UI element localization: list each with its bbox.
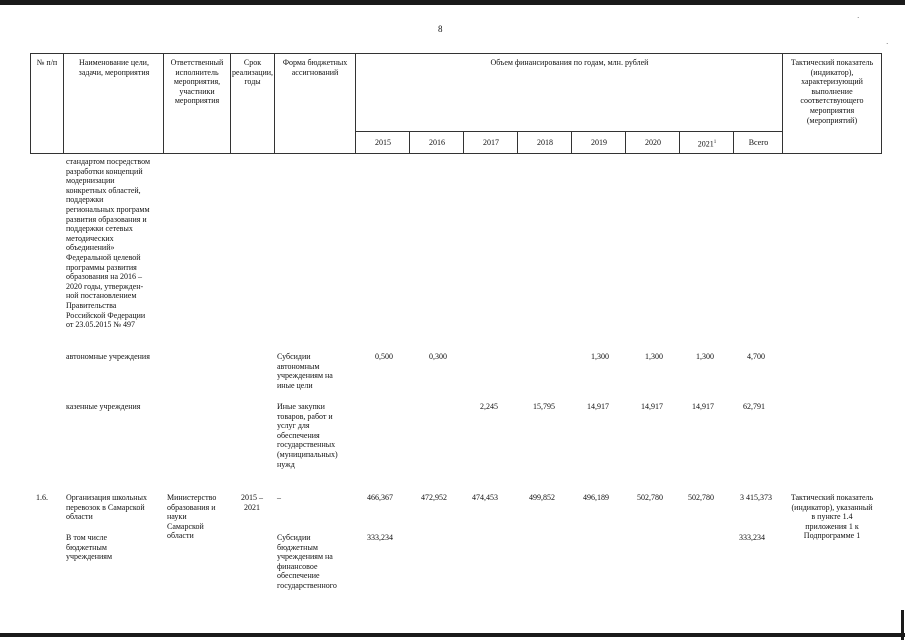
cell-value: 499,852	[529, 493, 555, 502]
item-name: Организация школьных перевозок в Самарской области	[66, 493, 147, 522]
year-label: 2016	[429, 138, 445, 147]
sub-row-name: В том числе бюджетным учреждениям	[66, 533, 113, 562]
cell-value: 502,780	[688, 493, 714, 502]
page-right-border	[901, 610, 904, 640]
header-name: Наименование цели, задачи, мероприятия	[78, 58, 150, 77]
header-line-bottom	[30, 153, 882, 154]
header-vline	[30, 53, 31, 154]
cell-value: 333,234	[739, 533, 765, 542]
page-top-border	[0, 0, 905, 5]
cell-value: 1,300	[696, 352, 714, 361]
cell-value: 0,500	[375, 352, 393, 361]
cell-value: 62,791	[743, 402, 765, 411]
year-label-2021	[680, 138, 734, 149]
header-indicator: Тактический показатель (индикатор), характеризующий выполнение соответствующего мероприятия (мероприятий)	[790, 58, 874, 125]
header-line-years	[355, 131, 782, 132]
header-form: Форма бюджетных ассигнований	[282, 58, 348, 77]
cell-value: 2,245	[480, 402, 498, 411]
year-label: 2018	[537, 138, 553, 147]
item-number: 1.6.	[36, 493, 48, 502]
cell-value: 15,795	[533, 402, 555, 411]
row-name: автономные учреждения	[66, 352, 150, 361]
year-label: 2017	[483, 138, 499, 147]
cell-value: 472,952	[421, 493, 447, 502]
header-line-top	[30, 53, 882, 54]
cell-value: 3 415,373	[740, 493, 772, 502]
year-label: 2015	[375, 138, 391, 147]
item-term: 2015 – 2021	[241, 493, 263, 512]
header-num: № п/п	[36, 58, 58, 67]
page-number: 8	[438, 24, 443, 34]
header-term: Срок реализации, годы	[231, 58, 274, 87]
cell-value: 474,453	[472, 493, 498, 502]
scan-mark: ·	[886, 40, 889, 48]
row-name: казенные учреждения	[66, 402, 141, 411]
cell-value: 4,700	[747, 352, 765, 361]
header-financing: Объем финансирования по годам, млн. рублей	[490, 58, 649, 67]
page-bottom-border	[0, 633, 905, 637]
header-responsible: Ответственный исполнитель мероприятия, участники мероприятия	[170, 58, 224, 106]
cell-value: 14,917	[692, 402, 714, 411]
footnote-mark: 1	[713, 140, 717, 145]
cell-value: 14,917	[641, 402, 663, 411]
cell-value: 0,300	[429, 352, 447, 361]
cell-value: 14,917	[587, 402, 609, 411]
row-form: Иные закупки товаров, работ и услуг для обеспечения государственных (муниципальных) нужд	[277, 402, 338, 469]
row-form: Субсидии автономным учреждениям на иные цели	[277, 352, 333, 390]
cell-value: 1,300	[645, 352, 663, 361]
item-responsible: Министерство образования и науки Самарской области	[167, 493, 217, 541]
cell-value: 466,367	[367, 493, 393, 502]
cell-value: 1,300	[591, 352, 609, 361]
year-label: 2021	[697, 139, 714, 149]
item-form: –	[277, 493, 281, 502]
cell-value: 496,189	[583, 493, 609, 502]
year-label: 2020	[645, 138, 661, 147]
year-label: 2019	[591, 138, 607, 147]
cell-value: 502,780	[637, 493, 663, 502]
continued-text: стандартом посредством разработки концепций модернизации конкретных областей, поддержки региональных программ развития образования и поддержки сетевых методических объединений» Федеральной целевой программы развития образования на 2016 – 2020 годы, утвержден- ной постановлением Правительства Российской Федерации от 23.05.2015 № 497	[66, 157, 151, 330]
item-indicator: Тактический показатель (индикатор), указанный в пункте 1.4 приложения 1 к Подпрограмме 1	[790, 493, 874, 541]
year-label-total: Всего	[748, 138, 769, 147]
sub-row-form: Субсидии бюджетным учреждениям на финансовое обеспечение государственного	[277, 533, 337, 590]
scan-mark: ·	[857, 14, 860, 22]
cell-value: 333,234	[367, 533, 393, 542]
